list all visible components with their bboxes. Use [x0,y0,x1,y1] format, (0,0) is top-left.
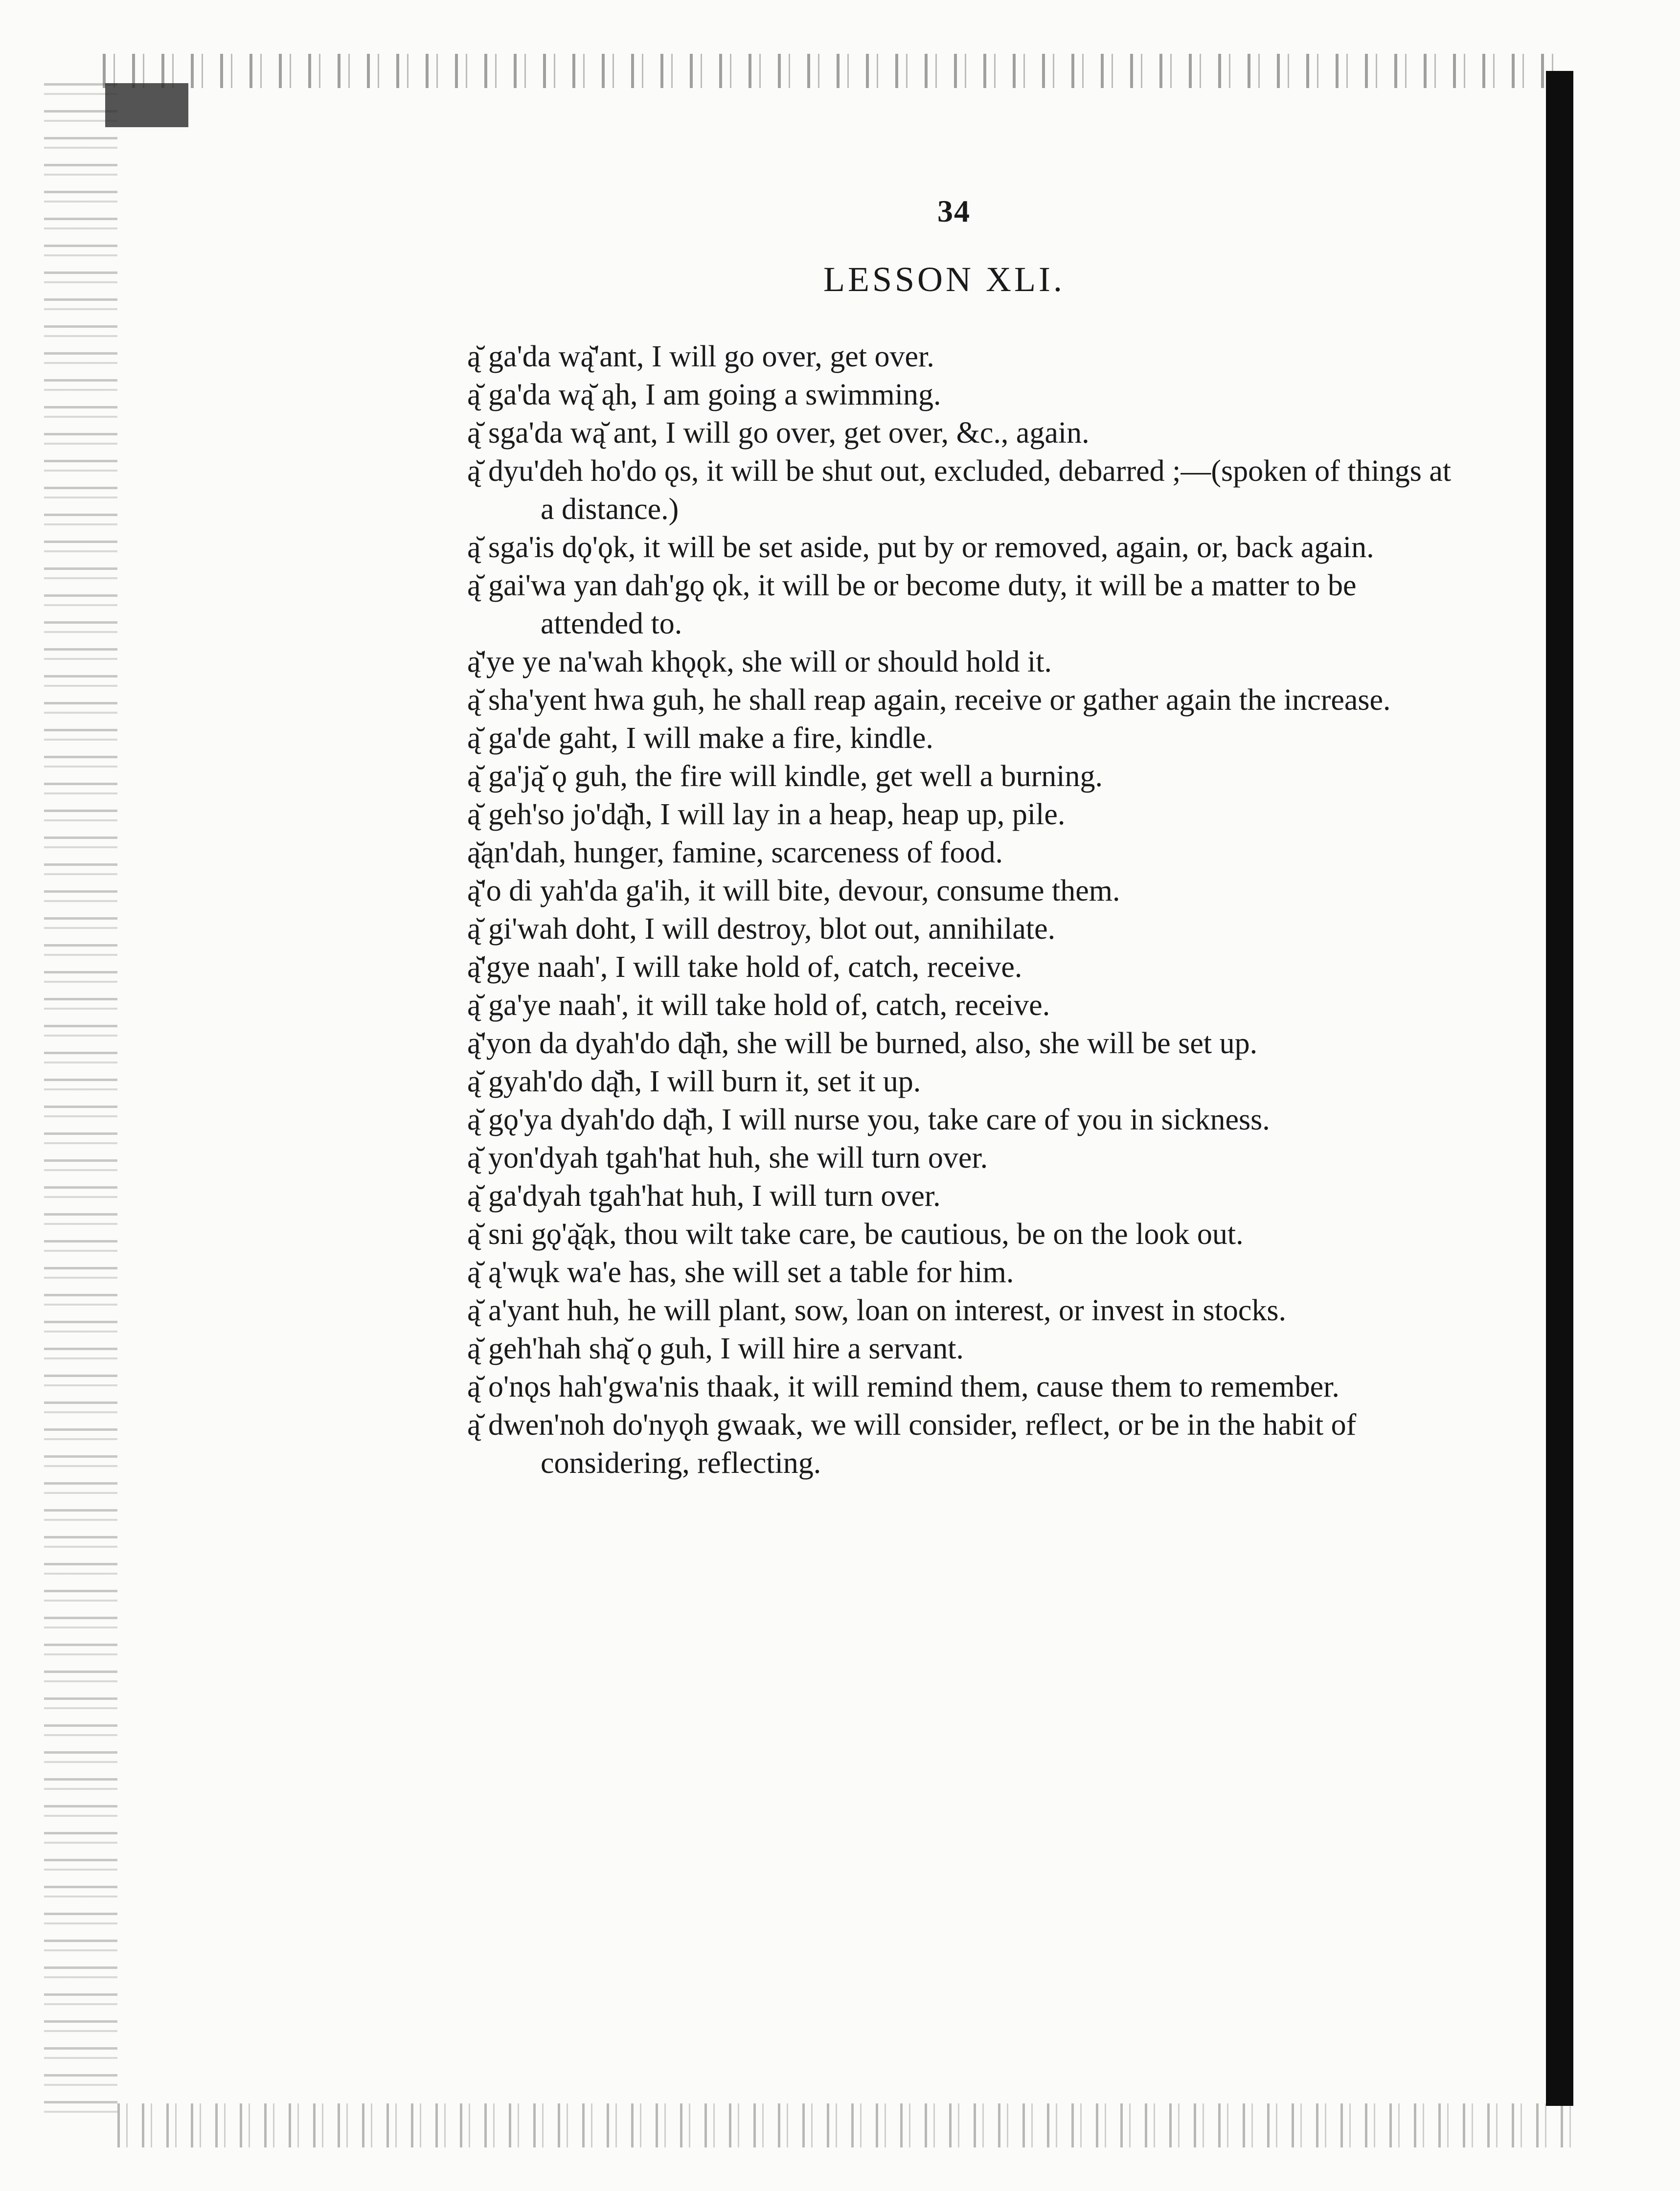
entry-term: ą̆ gi'wah doht, [467,912,637,946]
entry-term: ą̆'gye naah', [467,950,608,984]
entry-term: ą̆ sha'yent hwa guh, [467,683,705,717]
entry-term: ą̆ ga'ją̆ ǫ guh, [467,760,628,793]
vocabulary-entry [467,1215,1465,1253]
entry-term: ą̆ sga'da wą̆ ant, [467,416,658,450]
entry-gloss: I will nurse you, take care of you in sickness. [721,1103,1270,1136]
entry-term: ą̆ geh'hah shą̆ ǫ guh, [467,1332,713,1365]
vocabulary-entry [467,1062,1465,1101]
entry-gloss: I will go over, get over. [651,340,934,373]
vocabulary-entry [467,872,1465,910]
vocabulary-entry [467,1139,1465,1177]
entry-gloss: it will take hold of, catch, receive. [636,989,1050,1022]
entry-gloss: thou wilt take care, be cautious, be on the look out. [624,1218,1244,1251]
scan-edge-top [103,54,1566,88]
entry-term: ą̆'yon da dyah'do dą̆h, [467,1027,729,1060]
vocabulary-list [467,338,1465,1482]
vocabulary-entry [467,757,1465,795]
entry-term: ą̆ yon'dyah tgah'hat huh, [467,1141,761,1175]
entry-gloss: she will turn over. [769,1141,988,1175]
entry-gloss: it will be or become duty, it will be a matter to be attended to. [541,569,1357,640]
page-number: 34 [937,194,971,228]
scan-edge-left [44,83,117,2113]
vocabulary-entry [467,643,1465,681]
entry-gloss: it will bite, devour, consume them. [698,874,1120,907]
entry-gloss: I will turn over. [751,1179,941,1213]
vocabulary-entry [467,414,1465,452]
entry-gloss: she will or should hold it. [742,645,1052,678]
entry-gloss: I will take hold of, catch, receive. [615,950,1022,984]
entry-term: ą̆ gǫ'ya dyah'do dą̆h, [467,1103,714,1136]
vocabulary-entry [467,795,1465,834]
vocabulary-entry [467,376,1465,414]
vocabulary-entry [467,1024,1465,1062]
entry-gloss: he shall reap again, receive or gather again the increase. [712,683,1391,717]
entry-term: ą̆ dwen'noh do'nyǫh gwaak, [467,1408,803,1442]
entry-term: ą̆ ga'da wą̆'ant, [467,340,644,373]
vocabulary-entry [467,948,1465,986]
vocabulary-entry [467,338,1465,376]
entry-term: ą̆ ga'de gaht, [467,722,618,755]
entry-term: ą̆ geh'so jo'dą̆h, [467,798,653,831]
entry-gloss: it will be shut out, excluded, debarred ;—(spoken of things at a distance.) [541,454,1452,526]
entry-gloss: it will be set aside, put by or removed, again, or, back again. [643,531,1374,564]
entry-gloss: it will remind them, cause them to remember. [788,1370,1339,1403]
entry-gloss: we will consider, reflect, or be in the habit of considering, reflecting. [541,1408,1357,1480]
vocabulary-entry [467,1330,1465,1368]
vocabulary-entry [467,834,1465,872]
entry-gloss: the fire will kindle, get well a burning. [635,760,1103,793]
entry-gloss: I will make a fire, kindle. [626,722,933,755]
entry-term: ą̆ a'yant huh, [467,1294,620,1327]
entry-term: ą̆ ga'ye naah', [467,989,629,1022]
entry-term: ą̆ sni gǫ'ą̆ąk, [467,1218,617,1251]
vocabulary-entry [467,452,1465,528]
vocabulary-entry [467,719,1465,757]
entry-term: ą̆ dyu'deh ho'do ǫs, [467,454,699,488]
vocabulary-entry [467,910,1465,948]
vocabulary-entry [467,566,1465,643]
vocabulary-entry [467,528,1465,566]
entry-term: ą̆ o'nǫs hah'gwa'nis thaak, [467,1370,780,1403]
entry-term: ą̆ gyah'do dą̆h, [467,1065,642,1098]
vocabulary-entry [467,1291,1465,1330]
scan-corner-mark [105,83,188,127]
entry-term: ą̆ sga'is dǫ'ǫk, [467,531,636,564]
entry-term: ą̆ gai'wa yan dah'gǫ ǫk, [467,569,750,602]
entry-gloss: she will set a table for him. [684,1256,1014,1289]
entry-term: ą̆ąn'dah, [467,836,567,869]
vocabulary-entry [467,1406,1465,1482]
entry-gloss: I will destroy, blot out, annihilate. [644,912,1056,946]
entry-gloss: I will hire a servant. [720,1332,964,1365]
entry-gloss: I will go over, get over, &c., again. [665,416,1090,450]
entry-gloss: he will plant, sow, loan on interest, or invest in stocks. [627,1294,1286,1327]
entry-gloss: I am going a swimming. [645,378,941,411]
entry-gloss: I will lay in a heap, heap up, pile. [660,798,1066,831]
entry-term: ą̆'o di yah'da ga'ih, [467,874,691,907]
vocabulary-entry [467,1253,1465,1291]
lesson-title: LESSON XLI. [823,260,1065,299]
vocabulary-entry [467,1177,1465,1215]
entry-term: ą̆ ga'dyah tgah'hat huh, [467,1179,745,1213]
entry-gloss: she will be burned, also, she will be set up. [736,1027,1258,1060]
vocabulary-entry [467,1368,1465,1406]
scan-edge-bottom [117,2103,1585,2147]
vocabulary-entry [467,1101,1465,1139]
entry-term: ą̆ ga'da wą̆ ąh, [467,378,638,411]
entry-gloss: hunger, famine, scarceness of food. [573,836,1003,869]
vocabulary-entry [467,681,1465,719]
book-spine-shadow [1546,71,1573,2106]
entry-term: ą̆'ye ye na'wah khǫǫk, [467,645,734,678]
entry-gloss: I will burn it, set it up. [649,1065,921,1098]
entry-term: ą̆ ą'wųk wa'e has, [467,1256,677,1289]
vocabulary-entry [467,986,1465,1024]
